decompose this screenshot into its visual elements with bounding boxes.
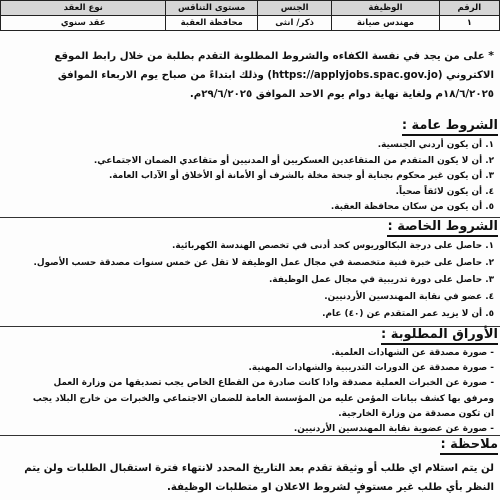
intro-paragraph [6, 46, 494, 104]
cell-job-title: مهندس صيانة [332, 16, 439, 31]
note-text: لن يتم استلام اي طلب أو وثيقة تقدم بعد التاريخ المحدد لانتهاء فترة استقبال الطلبات ولن يتم النظر بأي طلب غير مستوفٍ لشروط الاعلان او متطلبات الوظيفة. [24, 463, 494, 493]
general-conditions-heading [402, 118, 498, 136]
header-number: الرقم [439, 1, 499, 16]
special-conditions-title: الشروط الخاصة : [387, 219, 498, 237]
jobs-table-header-row [1, 1, 500, 16]
cell-gender: ذكر/ انثى [257, 16, 331, 31]
list-item: ٢. أن لا يكون المتقدم من المتقاعدين العسكريين أو المدنيين أو متقاعدي الضمان الاجتماعي. [93, 155, 494, 166]
list-item: - صورة مصدقة عن الشهادات العلمية. [331, 348, 494, 358]
list-item: ان تكون مصدقة من وزارة الخارجية. [338, 408, 494, 419]
divider [0, 217, 500, 218]
special-conditions-list [6, 238, 494, 323]
list-item: ٤. عضو في نقابة المهندسين الأردنيين. [324, 292, 494, 302]
header-job-title: الوظيفة [332, 1, 439, 16]
jobs-table [0, 0, 500, 31]
special-conditions-heading [387, 219, 498, 237]
documents-title: الأوراق المطلوبة : [381, 327, 498, 345]
documents-heading [381, 327, 498, 345]
list-item: ومرفق بها كشف بيانات المؤمن عليه من المؤسسة العامة للضمان الاجتماعي والخبرات من خارج البلاد يجب [32, 393, 494, 404]
cell-contract-type: عقد سنوي [1, 16, 166, 31]
header-gender: الجنس [257, 1, 331, 16]
intro-text: على من يجد في نفسة الكفاءه والشروط المطلوبة التقدم بطلبة من خلال رابط الموقع الاكتروني (https://applyjobs.spac.gov.jo) وذلك ابتداءً من صباح يوم الاربعاء الموافق ١٨/٦/٢٠٢٥م ولغاية نهاية دوام يوم الاحد الموافق ٢٩/٦/٢٠٢٥م. [54, 51, 494, 100]
general-conditions-title: الشروط عامة : [402, 118, 498, 136]
cell-number: ١ [439, 16, 499, 31]
list-item: ٢. حاصل على خبرة فنية متخصصة في مجال عمل الوظيفة لا تقل عن خمس سنوات مصدقة حسب الأصول. [33, 258, 494, 268]
list-item: ٥. أن لا يزيد عمر المتقدم عن (٤٠) عام. [322, 309, 494, 319]
divider [0, 435, 500, 436]
list-item: - صورة مصدقة عن الدورات التدريبية والشهادات المهنية. [248, 363, 494, 374]
list-item: ١. أن يكون أردني الجنسية. [377, 140, 494, 150]
note-heading [440, 437, 498, 455]
header-competition-level: مستوى التناقس [166, 1, 257, 16]
list-item: ١. حاصل على درجة البكالوريوس كحد أدنى في تخصص الهندسة الكهربائية. [171, 241, 494, 251]
list-item: ٣. حاصل على دورة تدريبية في مجال عمل الوظيفة. [268, 275, 494, 285]
header-contract-type: نوع العقد [1, 1, 166, 16]
intro-marker: * [488, 49, 494, 62]
table-row [1, 16, 500, 31]
list-item: - صورة عن الخبرات العملية مصدقة واذا كانت صادرة من القطاع الخاص يجب تصديقها من وزارة العمل [53, 378, 494, 389]
note-title: ملاحظة : [440, 437, 498, 455]
list-item: ٣. أن يكون غير محكوم بجناية أو جنحة مخلة بالشرف أو الأمانة أو الأخلاق أو الآداب العامة. [108, 171, 494, 181]
list-item: ٥. أن يكون من سكان محافظة العقبة. [330, 202, 494, 212]
list-item: - صورة عن عضوية نقابة المهندسين الأردنيين. [293, 424, 494, 435]
cell-competition-level: محافظة العقبة [166, 16, 257, 31]
documents-list [6, 346, 494, 437]
list-item: ٤. أن يكون لائقاً صحياً. [395, 186, 494, 197]
general-conditions-list [6, 138, 494, 216]
